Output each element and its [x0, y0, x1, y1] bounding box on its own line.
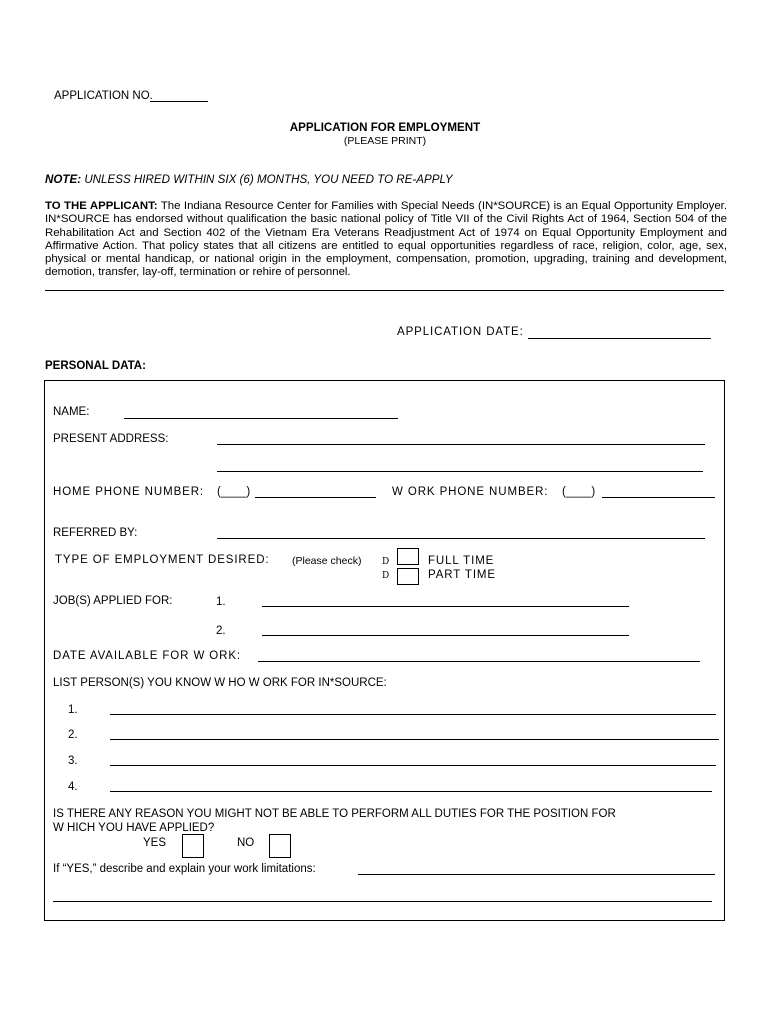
person-number-4: 4.	[68, 781, 78, 793]
no-checkbox[interactable]	[269, 834, 291, 858]
part-time-marker: D	[382, 571, 390, 581]
date-available-label: DATE AVAILABLE FOR W ORK:	[53, 650, 242, 662]
name-label: NAME:	[53, 406, 90, 418]
part-time-label: PART TIME	[428, 569, 496, 581]
note-text: UNLESS HIRED WITHIN SIX (6) MONTHS, YOU NEED TO RE-APPLY	[84, 173, 453, 186]
applicant-paragraph	[45, 200, 727, 280]
part-time-checkbox[interactable]	[397, 568, 419, 585]
application-no-field[interactable]	[150, 101, 208, 102]
employment-type-label: TYPE OF EMPLOYMENT DESIRED:	[55, 554, 270, 566]
please-check-note: (Please check)	[292, 555, 362, 567]
person-number-1: 1.	[68, 704, 78, 716]
home-phone-area[interactable]: (____)	[217, 486, 251, 498]
person-number-2: 2.	[68, 729, 78, 741]
application-no-label: APPLICATION NO.	[54, 90, 153, 102]
personal-data-heading: PERSONAL DATA:	[45, 360, 146, 372]
applicant-label: TO THE APPLICANT:	[45, 200, 158, 212]
application-date-label: APPLICATION DATE:	[397, 326, 524, 338]
full-time-label: FULL TIME	[428, 555, 495, 567]
applicant-text: The Indiana Resource Center for Families with Special Needs (IN*SOURCE) is an Equal Opportunity Employer. IN*SOURCE has endorsed without qualification the basic national policy of Title VII of the Civil Rights Act of 1964, Section 504 of the Rehabilitation Act and Section 402 of the Vietnam Era Veterans Readjustment Act of 1974 on Equal Opportunity Employment and Affirmative Action. That policy states that all citizens are entitled to equal opportunities regardless of race, religion, color, age, sex, physical or mental handicap, or national origin in the employment, compensation, promotion, upgrading, training and development, demotion, transfer, lay-off, termination or rehire of personnel.	[45, 200, 727, 279]
work-phone-field[interactable]	[602, 497, 715, 498]
job-number-1: 1.	[216, 596, 226, 608]
describe-field-1[interactable]	[358, 874, 715, 875]
home-phone-label: HOME PHONE NUMBER:	[53, 486, 205, 498]
full-time-marker: D	[382, 557, 390, 567]
yes-checkbox[interactable]	[182, 834, 204, 858]
work-phone-label: W ORK PHONE NUMBER:	[392, 486, 549, 498]
describe-label: If “YES,” describe and explain your work limitations:	[53, 863, 316, 875]
date-available-field[interactable]	[258, 661, 700, 662]
person-field-1[interactable]	[110, 714, 716, 715]
full-time-checkbox[interactable]	[397, 548, 419, 565]
describe-field-2[interactable]	[53, 901, 712, 902]
address-field-2[interactable]	[217, 471, 703, 472]
reason-question-line1: IS THERE ANY REASON YOU MIGHT NOT BE ABLE TO PERFORM ALL DUTIES FOR THE POSITION FOR	[53, 808, 616, 820]
referred-by-label: REFERRED BY:	[53, 527, 138, 539]
form-title: APPLICATION FOR EMPLOYMENT	[289, 121, 481, 134]
application-date-field[interactable]	[528, 338, 711, 339]
note-label: NOTE:	[45, 173, 82, 186]
note	[45, 173, 453, 186]
person-number-3: 3.	[68, 755, 78, 767]
person-field-4[interactable]	[110, 791, 712, 792]
job-field-2[interactable]	[262, 635, 629, 636]
person-field-2[interactable]	[110, 739, 719, 740]
address-field-1[interactable]	[217, 444, 705, 445]
home-phone-field[interactable]	[255, 497, 376, 498]
job-number-2: 2.	[216, 625, 226, 637]
form-subtitle: (PLEASE PRINT)	[343, 135, 427, 147]
present-address-label: PRESENT ADDRESS:	[53, 433, 169, 445]
section-divider	[45, 290, 724, 291]
reason-question-line2: W HICH YOU HAVE APPLIED?	[53, 822, 215, 834]
work-phone-area[interactable]: (____)	[562, 486, 596, 498]
jobs-applied-label: JOB(S) APPLIED FOR:	[53, 595, 173, 607]
referred-by-field[interactable]	[217, 538, 705, 539]
name-field[interactable]	[124, 418, 398, 419]
job-field-1[interactable]	[262, 606, 629, 607]
yes-label: YES	[143, 837, 167, 849]
no-label: NO	[237, 837, 255, 849]
person-field-3[interactable]	[110, 765, 716, 766]
list-persons-label: LIST PERSON(S) YOU KNOW W HO W ORK FOR IN*SOURCE:	[53, 677, 387, 689]
